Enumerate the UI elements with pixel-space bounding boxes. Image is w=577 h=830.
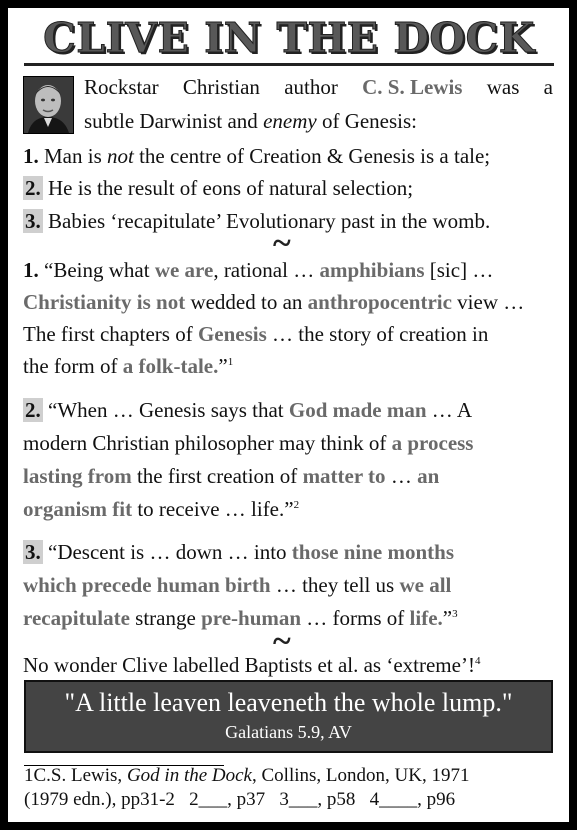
footnote-line-1: 1C.S. Lewis, God in the Dock, Collins, London, UK, 1971 [24,765,470,786]
footnote-marker: 4 [474,655,481,667]
quote2-line-4: organism fit to receive … life.”$^2$ [23,497,300,521]
verse-text: "A little leaven leaveneth the whole lump." [64,688,513,717]
poster [8,8,569,822]
point-1: 1. Man is not the centre of Creation & Genesis is a tale; [23,144,491,168]
quote1-line-3: The first chapters of Genesis … the story of creation in [23,322,489,346]
verse-box [24,680,553,753]
footnote-line-2: (1979 edn.), pp31-2 2___, p37 3___, p58 4____, p96 [24,789,456,810]
point-2: 2. He is the result of eons of natural selection; [25,176,414,200]
quote2-line-1: 2. “When … Genesis says that God made man … A [25,398,473,422]
quote1-line-2: Christianity is not wedded to an anthropocentric view … [23,290,525,314]
page-title: CLIVE IN THE DOCK [43,14,535,62]
quote3-line-1: 3. “Descent is … down … into those nine months [25,540,454,564]
tilde-divider-1: ~ [273,225,291,262]
footnote-marker: 3 [452,608,458,620]
title-underline [24,63,554,66]
footnote-marker: 1 [227,356,234,368]
author-name: C. S. Lewis [362,75,463,99]
tilde-divider-2: ~ [273,623,291,660]
intro-line-2: subtle Darwinist and enemy of Genesis: [84,109,418,133]
quote1-line-4: the form of a folk-tale.”$^1$ [23,354,234,378]
closing-line: No wonder Clive labelled Baptists et al. as ‘extreme’!$^4$ [23,653,481,677]
quote1-line-1: 1. “Being what we are, rational … amphibians [sic] … [23,258,494,282]
cs-lewis-portrait [23,76,74,134]
quote2-line-3: lasting from the first creation of matter to … an [23,464,440,488]
footnote-marker: 2 [293,499,300,511]
quote3-line-3: recapitulate strange pre-human … forms of life.”$^3$ [23,606,458,630]
quote2-line-2: modern Christian philosopher may think of a process [23,431,474,455]
point-3: 3. Babies ‘recapitulate’ Evolutionary past in the womb. [25,209,491,233]
verse-reference: Galatians 5.9, AV [225,722,352,742]
quote3-line-2: which precede human birth … they tell us we all [23,573,452,597]
intro-line-1: Rockstar Christian author C. S. Lewis was a [84,75,553,99]
